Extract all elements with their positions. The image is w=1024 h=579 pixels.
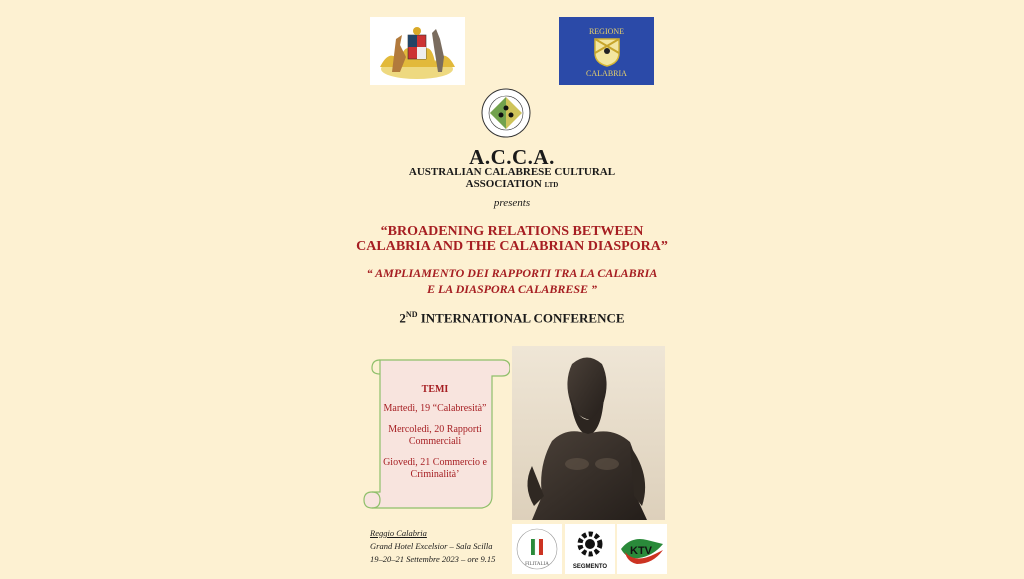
english-title-line2: CALABRIA AND THE CALABRIAN DIASPORA”	[356, 239, 668, 254]
organization-suffix: LTD	[544, 181, 559, 189]
venue-dates: 19–20–21 Settembre 2023 – ore 9.15	[370, 554, 496, 564]
italian-title-line1: “ AMPLIAMENTO DEI RAPPORTI TRA LA CALABRIA	[366, 266, 658, 280]
filitalia-logo-text: FILITALIA	[525, 562, 549, 567]
calabria-shield-icon	[593, 37, 621, 67]
flag-text-top: REGIONE	[588, 27, 625, 36]
conference-ordinal: 2	[399, 310, 406, 326]
flag-text-bottom: CALABRIA	[586, 69, 627, 78]
conference-heading	[362, 310, 662, 326]
theme-item: Martedì, 19 “Calabresità”	[383, 403, 487, 414]
theme-item: Mercoledì, 20 Rapporti Commerciali	[388, 424, 482, 447]
ktv-logo	[617, 524, 667, 574]
bronze-statue-image	[512, 346, 665, 520]
themes-heading: TEMI	[421, 384, 449, 395]
segmento-logo-text: SEGMENTO	[572, 564, 608, 570]
italian-title-line2: E LA DIASPORA CALABRESE ”	[426, 282, 598, 296]
theme-item: Giovedì, 21 Commercio e Criminalità’	[383, 457, 487, 480]
organization-name-line2	[380, 178, 644, 190]
acca-seal-logo	[481, 88, 531, 138]
filitalia-logo	[512, 524, 562, 574]
conference-label: INTERNATIONAL CONFERENCE	[420, 310, 625, 326]
australian-coat-of-arms-image	[370, 17, 465, 85]
organization-name-line1: AUSTRALIAN CALABRESE CULTURAL	[408, 166, 616, 178]
venue-hotel: Grand Hotel Excelsior – Sala Scilla	[370, 541, 493, 551]
segmento-logo	[565, 524, 615, 574]
venue-info	[370, 527, 515, 566]
ktv-logo-text: KTV	[630, 545, 652, 557]
regione-calabria-flag-image	[559, 17, 654, 85]
venue-city: Reggio Calabria	[370, 528, 427, 538]
organization-acronym: A.C.C.A.	[469, 145, 555, 169]
organization-name-line2-text: ASSOCIATION	[465, 178, 542, 190]
italian-title	[340, 265, 684, 297]
english-title-line1: “BROADENING RELATIONS BETWEEN	[380, 224, 644, 239]
english-title	[340, 224, 684, 254]
presents-label: presents	[493, 197, 531, 209]
conference-ordinal-suffix: ND	[405, 310, 418, 319]
themes-list	[380, 384, 490, 490]
